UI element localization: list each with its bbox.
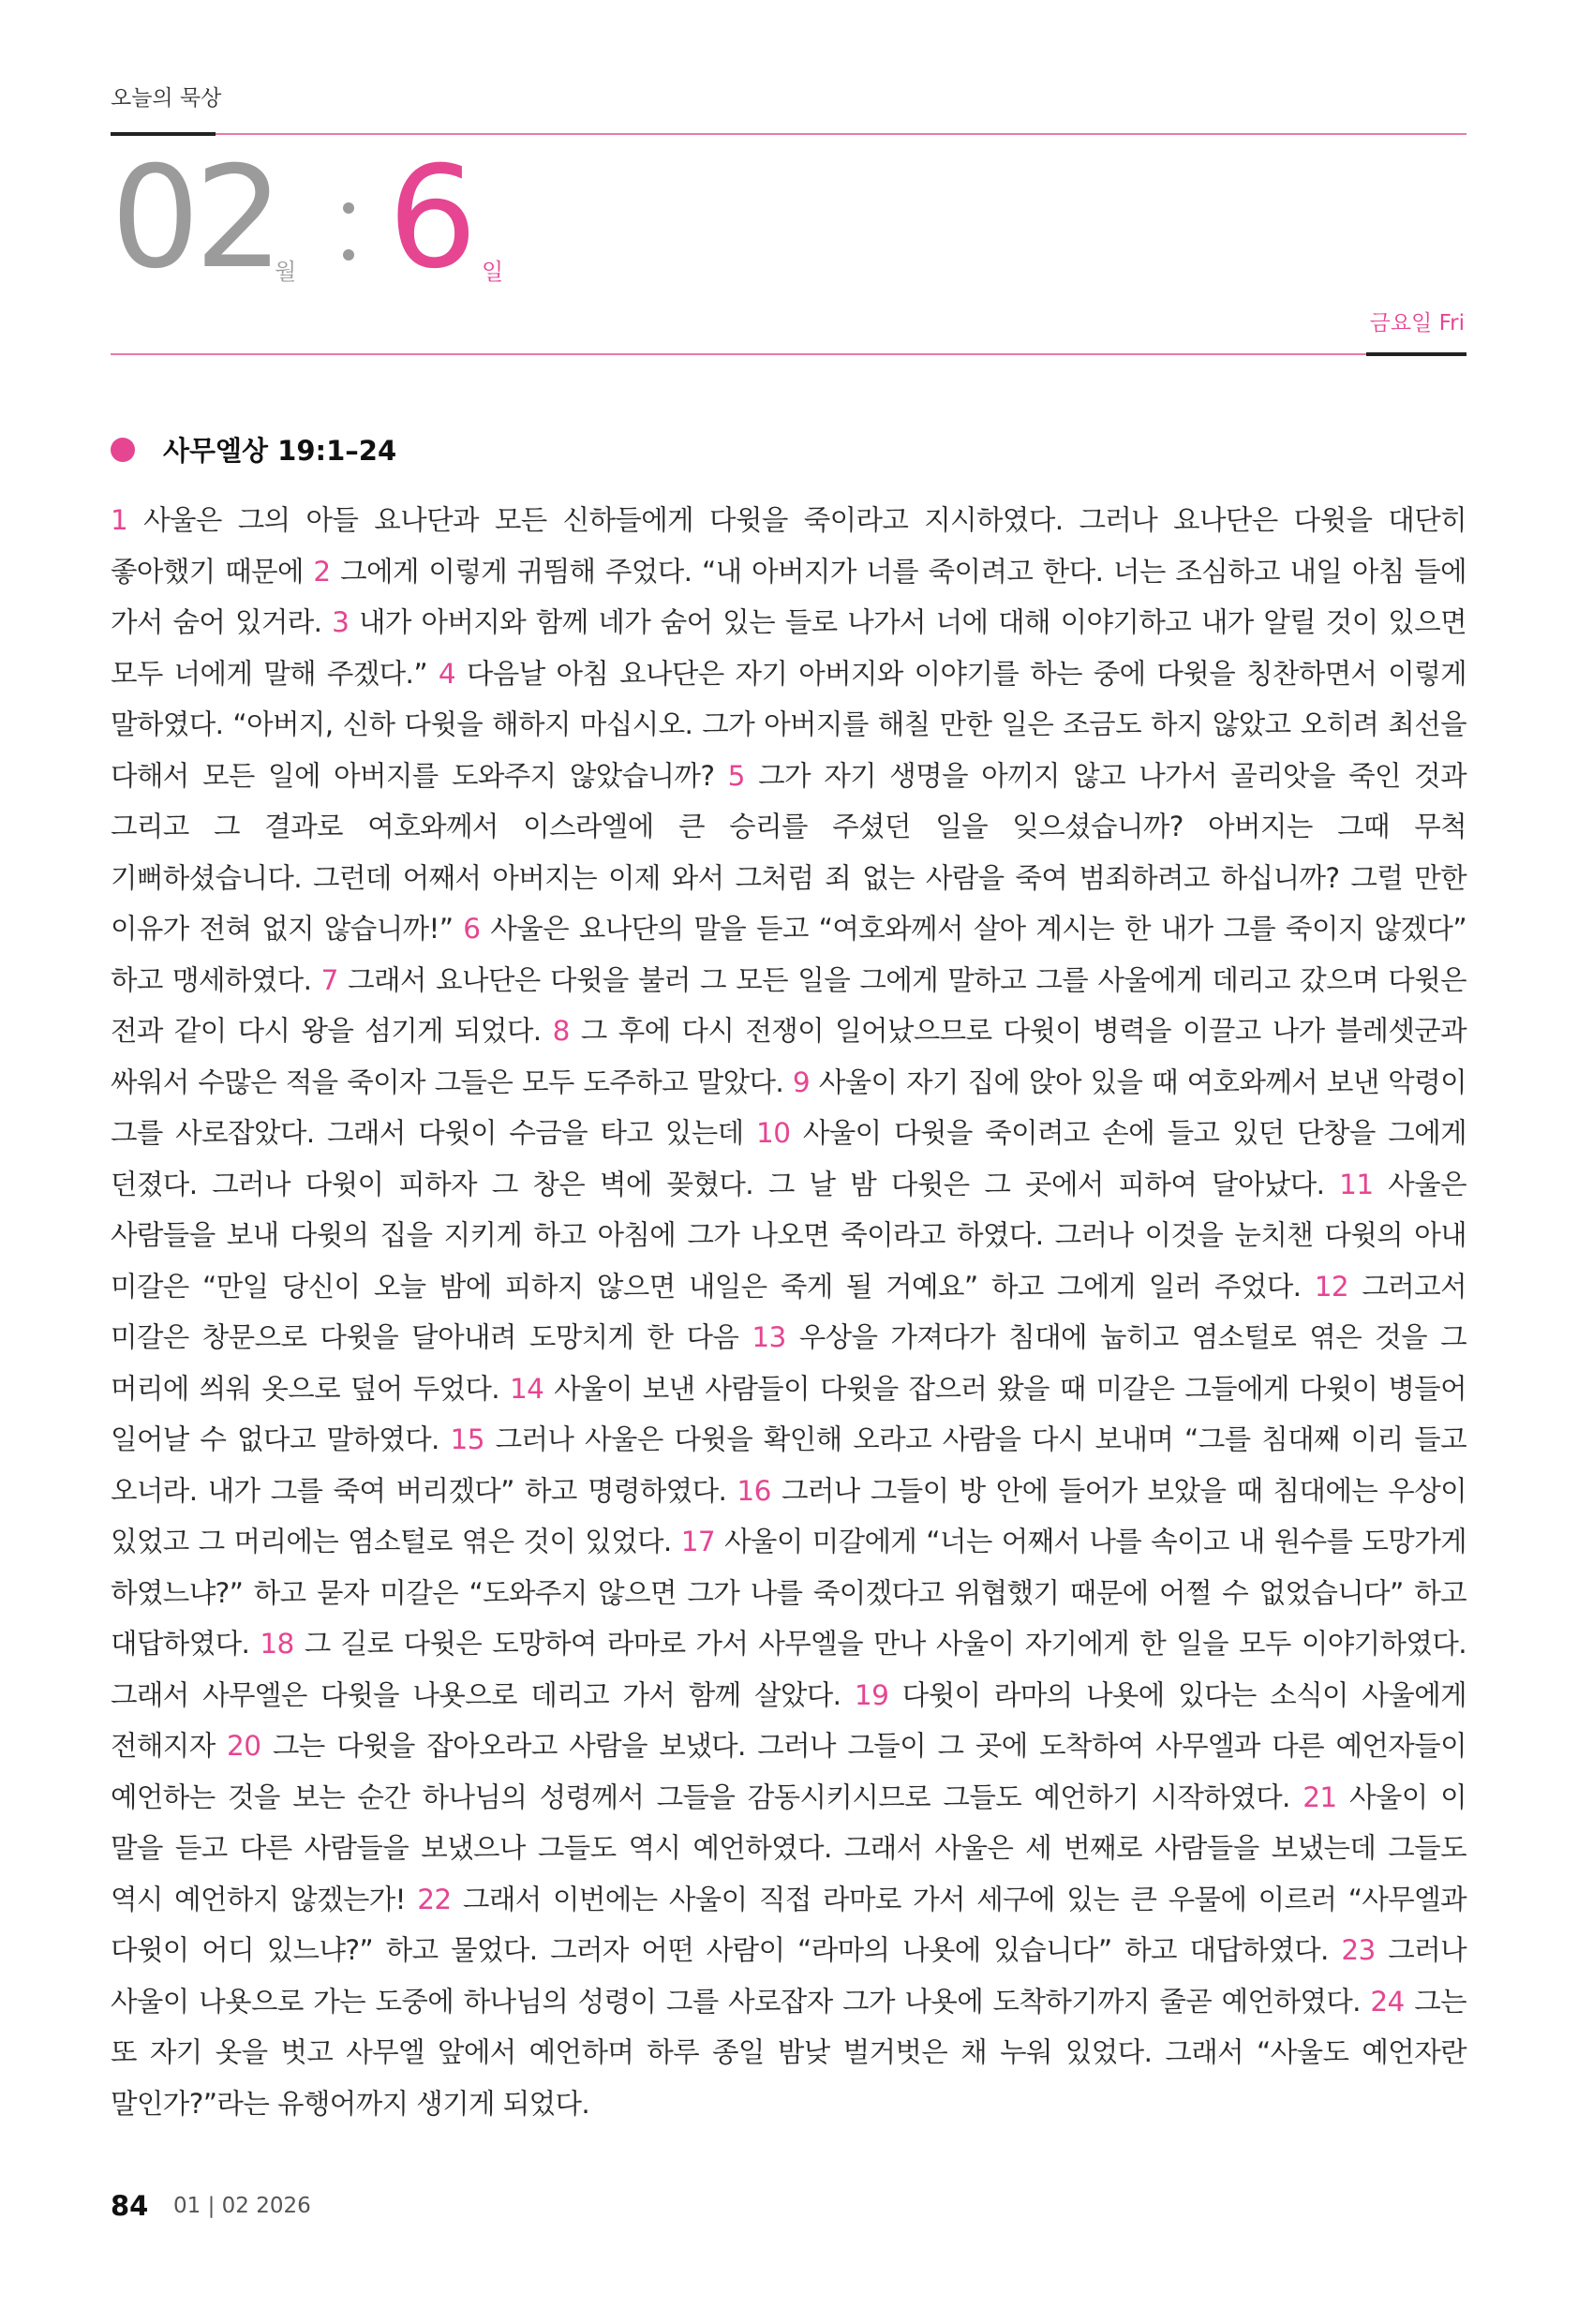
verse-text: 내가 아버지와 함께 네가 숨어 있는 들로 나가서 너에 대해 이야기하고 내가 알릴 것이 있으면 모두 너에게 말해 주겠다.” [111, 606, 1466, 690]
section-label: 오늘의 묵상 [111, 86, 222, 111]
verse-number: 13 [752, 1321, 786, 1353]
verse-number: 22 [417, 1883, 452, 1915]
verse-number: 3 [332, 606, 350, 638]
verse-text: 사울은 그의 아들 요나단과 모든 신하들에게 다윗을 죽이라고 지시하였다. 그러나 요나단은 다윗을 대단히 좋아했기 때문에 [111, 504, 1466, 588]
reference-bullet-icon [111, 438, 135, 462]
verse-text: 그 후에 다시 전쟁이 일어났으므로 다윗이 병력을 이끌고 나가 블레셋군과 싸워서 수많은 적을 죽이자 그들은 모두 도주하고 말았다. [111, 1015, 1467, 1098]
verse-number: 12 [1314, 1270, 1349, 1303]
header-rule-pink [216, 133, 1466, 135]
scripture-passage [111, 495, 1466, 2129]
scripture-reference: 사무엘상 19:1–24 [163, 435, 397, 467]
date-rule-pink [111, 353, 1366, 355]
verse-number: 16 [737, 1474, 771, 1507]
verse-number: 6 [463, 913, 481, 945]
verse-number: 15 [450, 1423, 484, 1455]
verse-text: 다윗이 라마의 나욧에 있다는 소식이 사울에게 전해지자 [111, 1678, 1466, 1762]
verse-number: 14 [509, 1372, 544, 1405]
verse-number: 18 [260, 1628, 294, 1660]
verse-text: 그는 또 자기 옷을 벗고 사무엘 앞에서 예언하며 하루 종일 밤낮 벌거벗은 채 누워 있었다. 그래서 “사울도 예언자란 말인가?”라는 유행어까지 생기게 되었다. [111, 1985, 1466, 2120]
verse-number: 8 [552, 1015, 570, 1047]
verse-number: 20 [227, 1730, 261, 1762]
verse-number: 4 [438, 657, 456, 690]
date-month-unit: 월 [275, 259, 297, 285]
verse-text: 사울이 미갈에게 “너는 어째서 나를 속이고 내 원수를 도망가게 하였느냐?” 하고 묻자 미갈은 “도와주지 않으면 그가 나를 죽이겠다고 위협했기 때문에 어쩔 수 없었습니다” 하고 대답하였다. [111, 1526, 1466, 1660]
verse-number: 24 [1370, 1985, 1405, 2018]
verse-text: 사울은 요나단의 말을 듣고 “여호와께서 살아 계시는 한 내가 그를 죽이지 않겠다” 하고 맹세하였다. [111, 913, 1466, 996]
date-day: 6 [388, 137, 478, 300]
verse-number: 1 [111, 504, 128, 536]
verse-text: 우상을 가져다가 침대에 눕히고 염소털로 엮은 것을 그 머리에 씌워 옷으로 덮어 두었다. [111, 1321, 1466, 1405]
verse-text: 그러나 사울이 나욧으로 가는 도중에 하나님의 성령이 그를 사로잡자 그가 나욧에 도착하기까지 줄곧 예언하였다. [111, 1934, 1466, 2018]
date-month: 02 [111, 137, 278, 300]
verse-text: 사울이 보낸 사람들이 다윗을 잡으러 왔을 때 미갈은 그들에게 다윗이 병들어 일어날 수 없다고 말하였다. [111, 1372, 1467, 1455]
verse-text: 그러나 사울은 다윗을 확인해 오라고 사람을 다시 보내며 “그를 침대째 이리 들고 오너라. 내가 그를 죽여 버리겠다” 하고 명령하였다. [111, 1423, 1466, 1507]
verse-number: 11 [1339, 1168, 1374, 1200]
verse-text: 다음날 아침 요나단은 자기 아버지와 이야기를 하는 중에 다윗을 칭찬하면서 이렇게 말하였다. “아버지, 신하 다윗을 해하지 마십시오. 그가 아버지를 해칠 만한 일은 조금도 하지 않았고 오히려 최선을 다해서 모든 일에 아버지를 도와주지 않았습니까? [111, 657, 1466, 792]
verse-number: 19 [854, 1678, 889, 1711]
header-rule-dark [111, 132, 216, 136]
weekday-label: 금요일 Fri [1369, 311, 1465, 335]
date-day-unit: 일 [482, 259, 504, 285]
page-number: 84 [111, 2190, 149, 2222]
verse-number: 21 [1303, 1780, 1337, 1813]
verse-text: 그래서 요나단은 다윗을 불러 그 모든 일을 그에게 말하고 그를 사울에게 데리고 갔으며 다윗은 전과 같이 다시 왕을 섬기게 되었다. [111, 963, 1466, 1047]
verse-number: 5 [727, 759, 745, 792]
verse-text: 그 길로 다윗은 도망하여 라마로 가서 사무엘을 만나 사울이 자기에게 한 일을 모두 이야기하였다. 그래서 사무엘은 다윗을 나욧으로 데리고 가서 함께 살았다. [111, 1628, 1466, 1711]
verse-number: 7 [320, 963, 338, 996]
verse-text: 그래서 이번에는 사울이 직접 라마로 가서 세구에 있는 큰 우물에 이르러 “사무엘과 다윗이 어디 있느냐?” 하고 물었다. 그러자 어떤 사람이 “라마의 나욧에 있습니다” 하고 대답하였다. [111, 1883, 1466, 1966]
date-rule-dark [1366, 352, 1466, 356]
verse-number: 23 [1341, 1934, 1376, 1966]
date-colon [343, 197, 356, 266]
verse-number: 9 [792, 1065, 811, 1098]
verse-text: 사울이 자기 집에 앉아 있을 때 여호와께서 보낸 악령이 그를 사로잡았다. 그래서 다윗이 수금을 타고 있는데 [111, 1065, 1466, 1149]
verse-number: 17 [680, 1526, 716, 1557]
verse-number: 10 [756, 1117, 791, 1149]
verse-text: 사울은 사람들을 보내 다윗의 집을 지키게 하고 아침에 그가 나오면 죽이라고 하였다. 그러나 이것을 눈치챈 다윗의 아내 미갈은 “만일 당신이 오늘 밤에 피하지 않으면 내일은 죽게 될 거예요” 하고 그에게 일러 주었다. [111, 1168, 1466, 1303]
verse-number: 2 [313, 555, 331, 588]
verse-text: 사울이 이 말을 듣고 다른 사람들을 보냈으나 그들도 역시 예언하였다. 그래서 사울은 세 번째로 사람들을 보냈는데 그들도 역시 예언하지 않겠는가! [111, 1780, 1466, 1915]
verse-text: 그에게 이렇게 귀띔해 주었다. “내 아버지가 너를 죽이려고 한다. 너는 조심하고 내일 아침 들에 가서 숨어 있거라. [111, 555, 1466, 638]
verse-text: 그러고서 미갈은 창문으로 다윗을 달아내려 도망치게 한 다음 [111, 1270, 1466, 1353]
issue-label: 01 | 02 2026 [173, 2194, 311, 2218]
verse-text: 그가 자기 생명을 아끼지 않고 나가서 골리앗을 죽인 것과 그리고 그 결과로 여호와께서 이스라엘에 큰 승리를 주셨던 일을 잊으셨습니까? 아버지는 그때 무척 기뻐하셨습니다. 그런데 어째서 아버지는 이제 와서 그처럼 죄 없는 사람을 죽여 범죄하려고 하십니까? 그럴 만한 이유가 전혀 없지 않습니까!” [111, 759, 1466, 945]
verse-text: 그는 다윗을 잡아오라고 사람을 보냈다. 그러나 그들이 그 곳에 도착하여 사무엘과 다른 예언자들이 예언하는 것을 보는 순간 하나님의 성령께서 그들을 감동시키시므로 그들도 예언하기 시작하였다. [111, 1730, 1466, 1813]
verse-text: 그러나 그들이 방 안에 들어가 보았을 때 침대에는 우상이 있었고 그 머리에는 염소털로 엮은 것이 있었다. [111, 1474, 1466, 1557]
verse-text: 사울이 다윗을 죽이려고 손에 들고 있던 단창을 그에게 던졌다. 그러나 다윗이 피하자 그 창은 벽에 꽂혔다. 그 날 밤 다윗은 그 곳에서 피하여 달아났다. [111, 1117, 1467, 1200]
